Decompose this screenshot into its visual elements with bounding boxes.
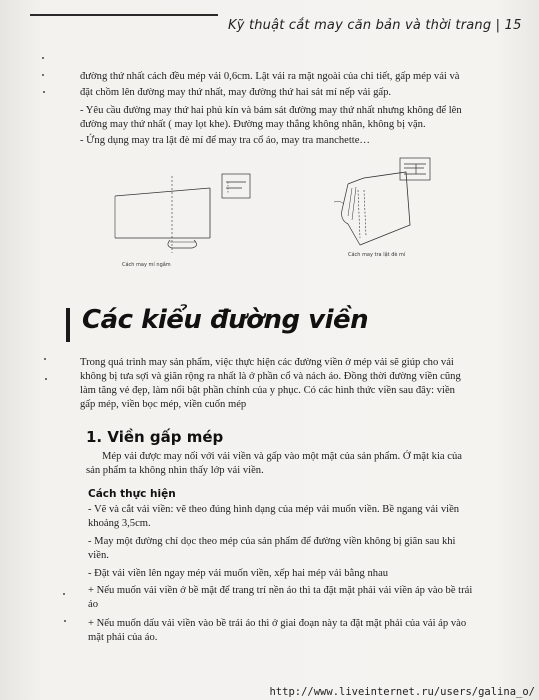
method-step: - Đặt vải viền lên ngay mép vải muốn viền, xếp hai mép vải bằng nhau — [88, 568, 389, 579]
figure-caption: Cách may tra lật đè mí — [348, 252, 406, 258]
subsection-desc: sản phẩm ta không nhìn thấy lớp vải viền. — [86, 465, 264, 476]
margin-dot — [64, 620, 66, 622]
margin-dot — [42, 57, 44, 59]
method-step: mặt phải của áo. — [88, 632, 158, 643]
figure-caption: Cách may mí ngầm — [122, 262, 171, 268]
margin-dot — [63, 593, 65, 595]
intro-line: đặt chồm lên đường may thứ nhất, may đường thứ hai sát mí nếp vải gấp. — [80, 87, 392, 98]
section-intro-line: làm tăng vẻ đẹp, làm nổi bật phần chính của y phục. Có các hình thức viền sau đây: viền — [80, 385, 455, 396]
header-rule — [30, 14, 218, 16]
section-intro-line: không bị tưa sợi và giãn rộng ra nhất là ở phần cổ và nách áo. Đồng thời đường viền cũng — [80, 371, 461, 382]
margin-dot — [45, 378, 47, 380]
method-step: khoảng 3,5cm. — [88, 518, 151, 529]
header-separator: | — [495, 18, 501, 33]
section-intro-line: Trong quá trình may sản phẩm, việc thực hiện các đường viền ở mép vải sẽ giúp cho vải — [80, 357, 454, 368]
method-step: áo — [88, 599, 98, 610]
method-step: + Nếu muốn dấu vải viền vào bề trái áo thì ở giai đoạn này ta đặt mặt phải của vải áp vào — [88, 618, 467, 629]
running-header — [228, 18, 528, 33]
figure-hidden-stitch — [110, 168, 270, 268]
intro-bullet: - Yêu cầu đường may thứ hai phủ kín và bám sát đường may thứ nhất nhưng không để lên — [80, 105, 462, 116]
subsection-desc: Mép vải được may nối với vải viền và gấp vào một mặt của sản phẩm. Ở mặt kia của — [102, 451, 462, 462]
footer-url: http://www.liveinternet.ru/users/galina_o/ — [269, 686, 535, 698]
method-step: viền. — [88, 550, 109, 561]
method-step: + Nếu muốn vải viền ở bề mặt để trang trí nền áo thì ta đặt mặt phải vải viền áp vào bề trái — [88, 585, 473, 596]
intro-line: đường thứ nhất cách đều mép vải 0,6cm. Lật vải ra mặt ngoài của chi tiết, gấp mép vải và — [80, 71, 460, 82]
section-title-bar — [66, 308, 70, 342]
figure-topstitch-attach — [330, 150, 445, 260]
subsection-heading: 1. Viền gấp mép — [86, 428, 224, 446]
section-title: Các kiểu đường viền — [82, 305, 369, 335]
method-step: - Vẽ và cắt vải viền: vẽ theo đúng hình dạng của mép vải muốn viền. Bề ngang vải viền — [88, 504, 460, 515]
margin-dot — [44, 358, 46, 360]
section-intro-line: gấp mép, viền bọc mép, viền cuốn mép — [80, 399, 247, 410]
method-heading: Cách thực hiện — [88, 488, 176, 500]
margin-dot — [43, 91, 45, 93]
header-title: Kỹ thuật cắt may căn bản và thời trang — [228, 18, 492, 33]
intro-bullet: - Ứng dụng may tra lật đè mí để may tra cổ áo, may tra manchette… — [80, 135, 371, 146]
intro-bullet: đường may thứ nhất ( may lọt khe). Đường may thẳng không nhăn, không bị vặn. — [80, 119, 426, 130]
page-number: 15 — [504, 18, 522, 33]
method-step: - May một đường chỉ dọc theo mép của sản phẩm để đường viền không bị giãn sau khi — [88, 536, 456, 547]
margin-dot — [42, 74, 44, 76]
